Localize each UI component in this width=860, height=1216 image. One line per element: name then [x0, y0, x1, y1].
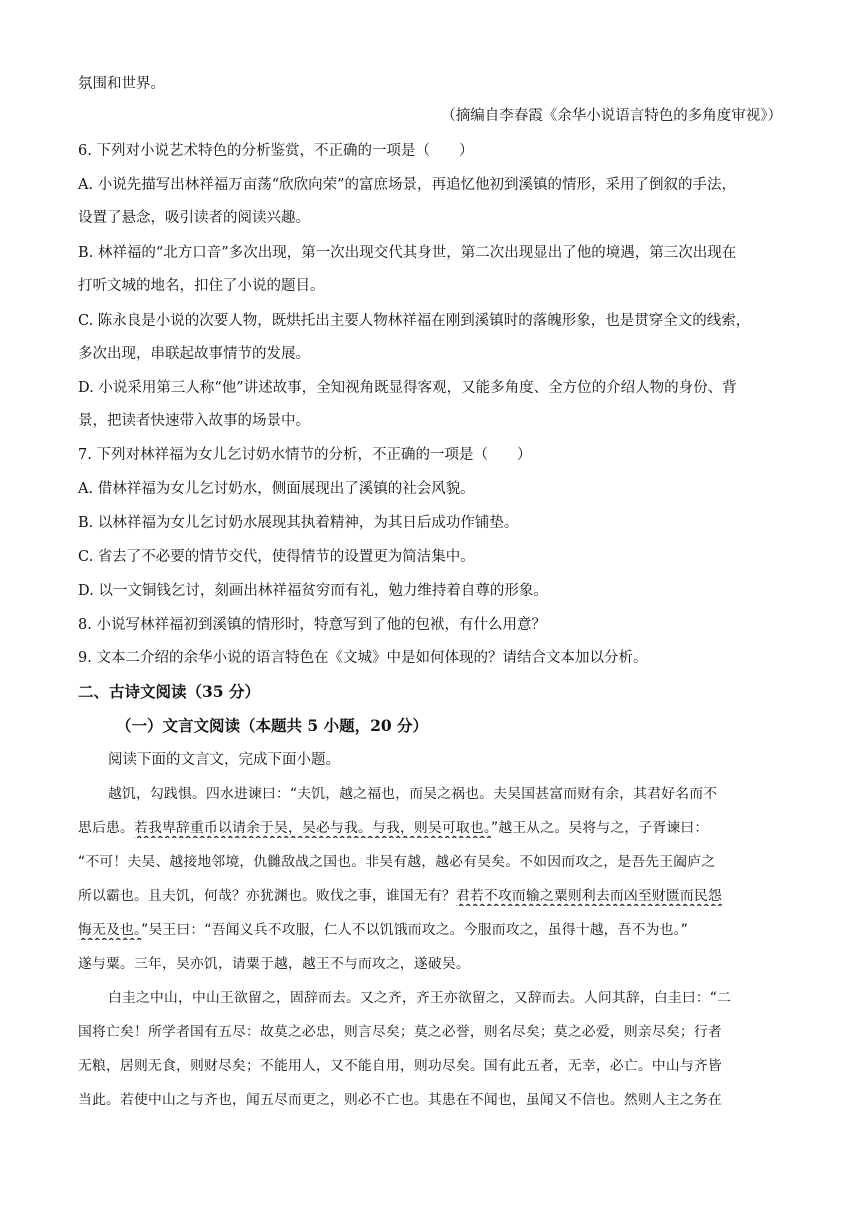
- q6-option-a-cont: 设置了悬念，吸引读者的阅读兴趣。: [78, 210, 310, 226]
- question-8: 8. 小说写林祥福初到溪镇的情形时，特意写到了他的包袱，有什么用意？: [78, 617, 546, 633]
- instruction: 阅读下面的文言文，完成下面小题。: [108, 752, 340, 768]
- underlined-sentence: 若我卑辞重币以请余于吴，吴必与我。与我，则吴可取也。: [134, 820, 492, 836]
- passage-line: 越饥，勾践惧。四水进谏曰：“夫饥，越之福也，而吴之祸也。夫吴国甚富而财有余，其君好名而不: [108, 786, 718, 802]
- q7-option-b: B. 以林祥福为女儿乞讨奶水展现其执着精神，为其日后成功作铺垫。: [78, 515, 519, 531]
- question-7: 7. 下列对林祥福为女儿乞讨奶水情节的分析，不正确的一项是（ ）: [78, 447, 532, 463]
- passage-line: 无粮，居则无食，则财尽矣；不能用人，又不能自用，则功尽矣。国有此五者，无幸，必亡。中山与齐皆: [78, 1058, 722, 1074]
- passage-line: 国将亡矣！所学者国有五尽：故莫之必忠，则言尽矣；莫之必誉，则名尽矣；莫之必爱，则亲尽矣；行者: [78, 1024, 722, 1040]
- underlined-sentence: 君若不攻而输之粟则利去而凶至财匮而民怨: [455, 888, 722, 904]
- q6-option-d: D. 小说采用第三人称“他”讲述故事，全知视角既显得客观，又能多角度、全方位的介绍人物的身份、背: [78, 380, 737, 396]
- q6-option-c: C. 陈永良是小说的次要人物，既烘托出主要人物林祥福在刚到溪镇时的落魄形象，也是贯穿全文的线索，: [78, 313, 751, 329]
- passage-text: ”吴王曰：“吾闻义兵不攻服，仁人不以饥饿而攻之。今服而攻之，虽得十越，吾不为也。”: [141, 922, 689, 938]
- passage-line: 遂与粟。三年，吴亦饥，请粟于越，越王不与而攻之，遂破吴。: [78, 956, 470, 972]
- q7-option-c: C. 省去了不必要的情节交代，使得情节的设置更为简洁集中。: [78, 549, 475, 565]
- passage-line: [78, 818, 782, 838]
- passage-text: 思后患。: [78, 820, 134, 836]
- q6-option-b: B. 林祥福的“北方口音”多次出现，第一次出现交代其身世，第二次出现显出了他的境遇，第三次出现在: [78, 245, 737, 261]
- q6-option-d-cont: 景，把读者快速带入故事的场景中。: [78, 413, 310, 429]
- passage-text: 所以霸也。且夫饥，何哉？亦犹渊也。败伐之事，谁国无有？: [78, 888, 456, 904]
- question-9: 9. 文本二介绍的余华小说的语言特色在《文城》中是如何体现的？请结合文本加以分析。: [78, 650, 648, 666]
- text-line: 氛围和世界。: [78, 76, 165, 92]
- q6-option-a: A. 小说先描写出林祥福万亩荡“欣欣向荣”的富庶场景，再追忆他初到溪镇的情形，采用了倒叙的手法，: [78, 177, 737, 193]
- q7-option-d: D. 以一文铜钱乞讨，刻画出林祥福贫穷而有礼，勉力维持着自尊的形象。: [78, 583, 548, 599]
- q6-option-b-cont: 打听文城的地名，扣住了小说的题目。: [78, 278, 325, 294]
- passage-text: ”越王从之。吴将与之，子胥谏曰：: [491, 820, 709, 836]
- section-heading: 二、古诗文阅读（35 分）: [78, 682, 260, 701]
- passage-line: 白圭之中山，中山王欲留之，固辞而去。又之齐，齐王亦欲留之，又辞而去。人问其辞，白圭曰：“二: [108, 990, 732, 1006]
- passage-line: “不可！夫吴、越接地邻境，仇雠敌战之国也。非吴有越，越必有吴矣。不如因而攻之，是吾先王阖庐之: [78, 854, 716, 870]
- q6-option-c-cont: 多次出现，串联起故事情节的发展。: [78, 346, 310, 362]
- q7-option-a: A. 借林祥福为女儿乞讨奶水，侧面展现出了溪镇的社会风貌。: [78, 481, 475, 497]
- subsection-heading: （一）文言文阅读（本题共 5 小题，20 分）: [116, 716, 429, 735]
- underlined-sentence: 悔无及也。: [78, 922, 142, 938]
- passage-line: [78, 920, 782, 940]
- question-6: 6. 下列对小说艺术特色的分析鉴赏，不正确的一项是（ ）: [78, 143, 474, 159]
- source-citation: （摘编自李春霞《余华小说语言特色的多角度审视》）: [441, 108, 782, 124]
- passage-line: 当此。若使中山之与齐也，闻五尽而更之，则必不亡也。其患在不闻也，虽闻又不信也。然则人主之务在: [78, 1092, 722, 1108]
- passage-line: [78, 886, 782, 906]
